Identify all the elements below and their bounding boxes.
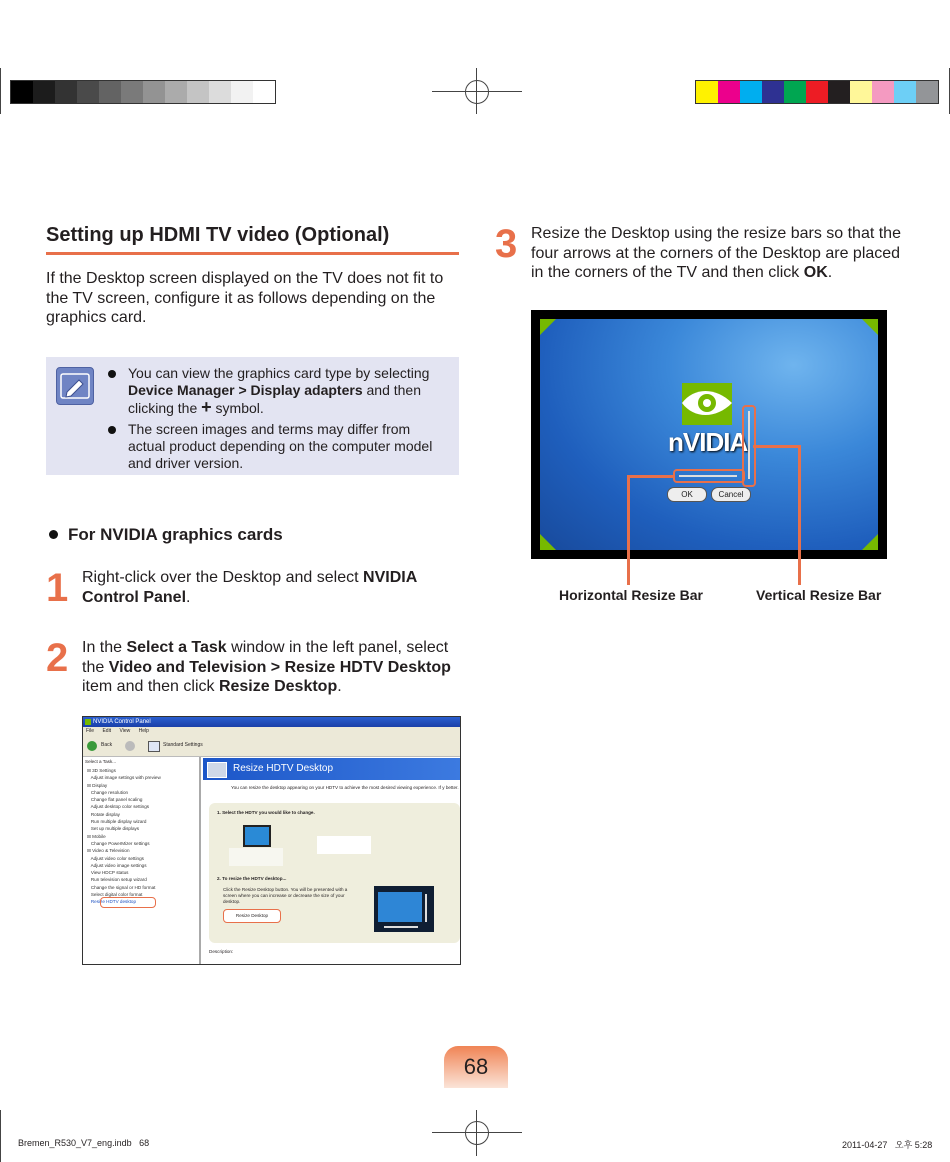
color-swatch [253,81,275,103]
task-tree-item[interactable]: ⊟ Mobile [87,833,106,839]
registration-mark [465,80,489,104]
tv-desktop-screen [540,319,878,550]
window-title-bar: NVIDIA Control Panel [83,717,460,727]
subsection-title: For NVIDIA graphics cards [68,525,283,544]
color-swatch [11,81,33,103]
resize-hdtv-banner: Resize HDTV Desktop [203,758,460,780]
standard-settings-icon[interactable] [148,741,160,752]
task-tree-item[interactable]: Select digital color format [87,892,143,898]
color-swatch [55,81,77,103]
color-swatch [828,81,850,103]
note-item: The screen images and terms may differ from actual product depending on the computer model and driver version. [108,421,448,472]
color-swatch [784,81,806,103]
color-swatch [740,81,762,103]
crop-mark [0,68,1,114]
selected-task-highlight [100,897,156,908]
note-box [46,357,459,475]
task-tree-item[interactable]: Change flat panel scaling [87,797,143,803]
resize-desktop-button[interactable]: Resize Desktop [223,909,281,923]
color-swatch [33,81,55,103]
vertical-resize-bar-label: Vertical Resize Bar [756,587,882,603]
task-tree-item[interactable]: Run multiple display wizard [87,819,147,825]
horizontal-resize-bar-label: Horizontal Resize Bar [559,587,703,603]
preview-horizontal-bar [384,926,418,928]
task-tree-item[interactable]: Adjust video color settings [87,855,144,861]
cmyk-color-bar [695,80,939,104]
color-swatch [696,81,718,103]
hdtv-select-box[interactable] [317,836,371,854]
plus-symbol: + [201,397,212,417]
color-swatch [143,81,165,103]
task-tree-item[interactable]: Set up multiple displays [87,826,140,832]
color-swatch [894,81,916,103]
note-item: You can view the graphics card type by selecting Device Manager > Display adapters and then clicking the + symbol. [108,365,448,417]
color-swatch [231,81,253,103]
subsection-bullet [49,530,58,539]
task-tree-item[interactable]: ⊟ 3D Settings [87,768,116,773]
corner-arrow-top-left-icon [540,319,556,335]
task-tree-item[interactable]: Adjust desktop color settings [87,804,150,810]
step-number: 3 [495,222,518,266]
ok-button[interactable]: OK [667,487,707,502]
title-underline [46,252,459,255]
task-panel [83,757,201,964]
corner-arrow-top-right-icon [862,319,878,335]
task-tree-item[interactable]: Resize HDTV desktop [87,899,137,905]
page-description: You can resize the desktop appearing on your HDTV to achieve the most desired viewing experience. If y better. [231,785,459,790]
note-list [108,365,448,476]
task-tree-item[interactable]: ⊟ Video & Television [87,848,130,854]
task-tree-item[interactable]: Adjust image settings with preview [87,775,161,781]
callout-line-vertical [753,445,801,448]
vertical-bar-track [748,411,750,479]
task-tree [87,767,161,906]
menu-help[interactable]: Help [138,728,149,734]
task-tree-item[interactable]: ⊟ Display [87,782,108,788]
corner-arrow-bottom-right-icon [862,534,878,550]
callout-line-horizontal [627,475,675,478]
description-label: Description: [209,949,234,954]
page-number: 68 [463,1054,489,1079]
color-swatch [806,81,828,103]
preview-vertical-bar [425,894,427,922]
nvidia-eye-logo-icon [676,379,736,427]
menu-file[interactable]: File [86,728,95,734]
color-swatch [850,81,872,103]
hdtv-icon [207,762,227,778]
callout-line-horizontal [627,475,630,585]
resize-preview-image [374,886,434,932]
menu-view[interactable]: View [119,728,131,734]
registration-mark [465,1121,489,1145]
footer-file-info: Bremen_R530_V7_eng.indb 68 [18,1138,150,1148]
intro-paragraph: If the Desktop screen displayed on the TV does not fit to the TV screen, configure it as follows depending on the graphics card. [46,270,444,326]
page-number-tab [444,1046,508,1088]
task-tree-item[interactable]: View HDCP status [87,870,129,876]
crop-mark [0,1110,1,1162]
nvidia-wordmark: nVIDIA [668,427,748,457]
color-swatch [872,81,894,103]
forward-arrow-icon[interactable] [125,741,135,751]
step-number: 1 [46,566,69,610]
horizontal-bar-track [679,475,737,477]
color-swatch [121,81,143,103]
standard-settings-button[interactable]: Standard Settings [163,742,203,748]
pencil-note-icon [56,367,94,405]
task-tree-item[interactable]: Change the signal or HD format [87,884,156,890]
section-title: Setting up HDMI TV video (Optional) [46,224,390,246]
callout-line-vertical [798,445,801,585]
select-task-label: Select a Task... [85,759,117,764]
color-swatch [77,81,99,103]
step1-label: 1. Select the HDTV you would like to change. [217,810,315,815]
step-text: Right-click over the Desktop and select NVIDIA Control Panel. [82,569,417,606]
hdtv-monitor-icon[interactable] [243,825,271,847]
task-tree-item[interactable]: Run television setup wizard [87,877,147,883]
color-swatch [99,81,121,103]
preview-screen [378,892,422,922]
menu-bar [83,727,460,736]
color-swatch [165,81,187,103]
color-swatch [209,81,231,103]
back-arrow-icon[interactable] [87,741,97,751]
step2-label: 2. To resize the HDTV desktop... [217,876,287,881]
nvidia-logo-icon [85,719,91,725]
step-number: 2 [46,636,69,680]
cancel-button[interactable]: Cancel [711,487,751,502]
color-swatch [762,81,784,103]
settings-panel [209,803,460,943]
step2-description: Click the Resize Desktop button. You will be presented with a screen where you can increase or decrease the size of your desktop. [223,887,348,904]
task-tree-item[interactable]: Rotate display [87,811,120,817]
hdtv-select-box[interactable] [229,848,283,866]
task-tree-item[interactable]: Change resolution [87,789,129,795]
step-text: In the Select a Task window in the left panel, select the Video and Television > Resize HDTV Desktop item and then click Resize Desktop. [82,639,451,695]
back-button[interactable]: Back [101,742,113,748]
grayscale-color-bar [10,80,276,104]
task-tree-item[interactable]: Change PowerMizer settings [87,840,150,846]
nvidia-control-panel-screenshot [82,716,461,965]
content-panel [201,757,460,964]
color-swatch [187,81,209,103]
corner-arrow-bottom-left-icon [540,534,556,550]
toolbar [83,736,460,757]
menu-edit[interactable]: Edit [102,728,112,734]
task-tree-item[interactable]: Adjust video image settings [87,862,147,868]
footer-timestamp: 2011-04-27 오후 5:28 [842,1140,933,1150]
tv-resize-screenshot [531,310,887,559]
horizontal-resize-bar[interactable] [673,469,745,483]
color-swatch [718,81,740,103]
step-text: Resize the Desktop using the resize bars so that the four arrows at the corners of the Desktop are placed in the corners of the TV and then click OK. [531,225,901,281]
color-swatch [916,81,938,103]
